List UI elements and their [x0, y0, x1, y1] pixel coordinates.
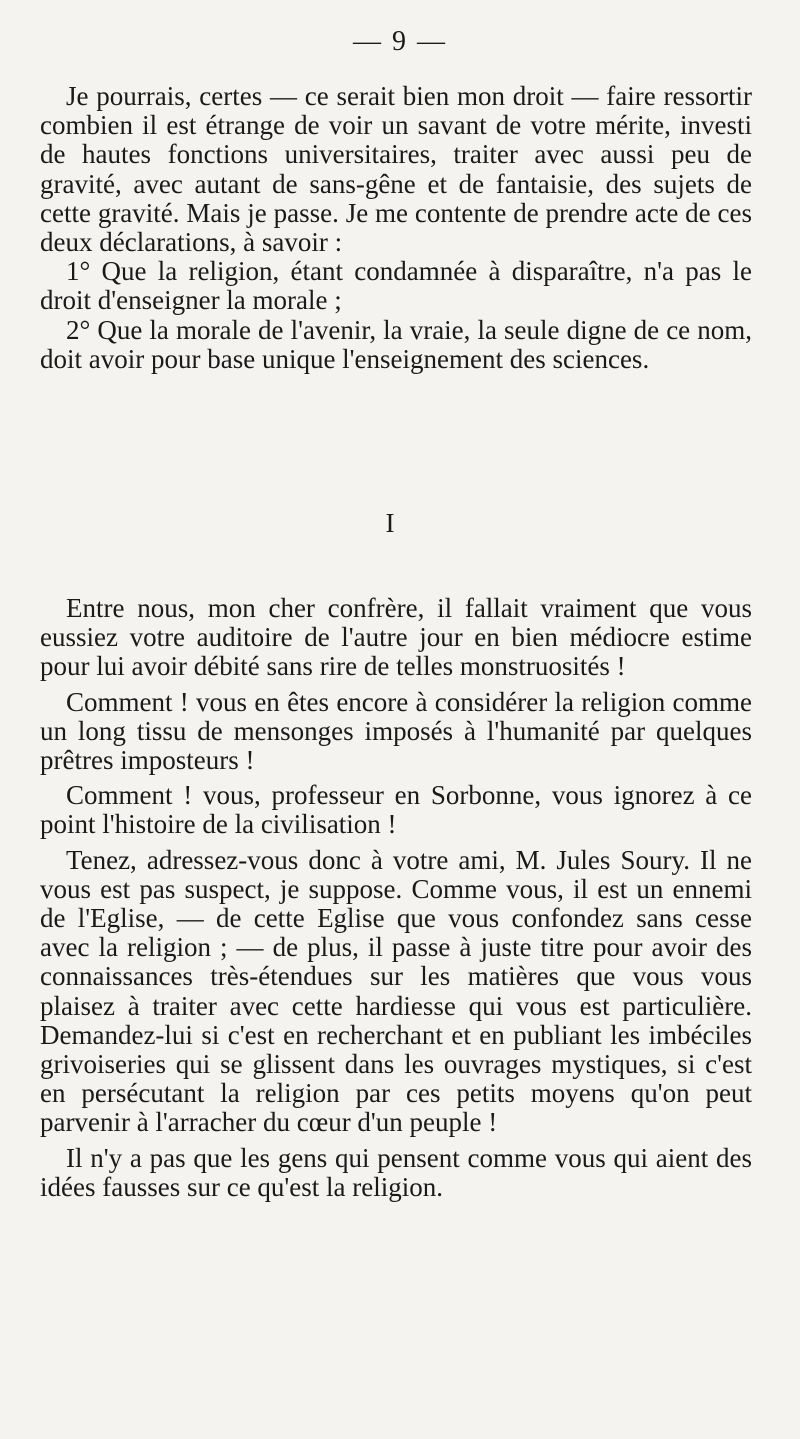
declaration-item-1: 1° Que la religion, étant condamnée à disparaître, n'a pas le droit d'enseigner la morale ;	[40, 256, 752, 316]
body-paragraph-1: Entre nous, mon cher confrère, il fallait vraiment que vous eussiez votre auditoire de l'autre jour en bien médiocre estime pour lui avoir débité sans rire de telles monstruosités !	[40, 593, 752, 682]
page-number: — 9 —	[353, 26, 447, 57]
body-paragraph-2: Comment ! vous en êtes encore à considérer la religion comme un long tissu de mensonges imposés à l'humanité par quelques prêtres imposteurs !	[40, 686, 752, 776]
body-paragraph-5: Il n'y a pas que les gens qui pensent comme vous qui aient des idées fausses sur ce qu'est la religion.	[40, 1142, 752, 1202]
section-heading: I	[385, 508, 395, 538]
section-body	[40, 594, 752, 1202]
body-paragraph-3: Comment ! vous, professeur en Sorbonne, vous ignorez à ce point l'histoire de la civilisation !	[40, 780, 752, 840]
declaration-item-2: 2° Que la morale de l'avenir, la vraie, la seule digne de ce nom, doit avoir pour base unique l'enseignement des sciences.	[40, 314, 752, 374]
intro-paragraph: Je pourrais, certes — ce serait bien mon droit — faire ressortir combien il est étrange de voir un savant de votre mérite, investi de hautes fonctions universitaires, traiter avec aussi peu de gravité, avec autant de sans-gêne et de fantaisie, des sujets de cette gravité. Mais je passe. Je me contente de prendre acte de ces deux déclarations, à savoir :	[40, 81, 752, 258]
intro-text	[40, 82, 752, 374]
body-paragraph-4: Tenez, adressez-vous donc à votre ami, M. Jules Soury. Il ne vous est pas suspect, je suppose. Comme vous, il est un ennemi de l'Eglise, — de cette Eglise que vous confondez sans cesse avec la religion ; — de plus, il passe à juste titre pour avoir des connaissances très-étendues sur les matières que vous vous plaisez à traiter avec cette hardiesse qui vous est particulière. Demandez-lui si c'est en recherchant et en publiant les imbéciles grivoiseries qui se glissent dans les ouvrages mystiques, si c'est en persécutant la religion par ces petits moyens qu'on peut parvenir à l'arracher du cœur d'un peuple !	[40, 844, 752, 1138]
